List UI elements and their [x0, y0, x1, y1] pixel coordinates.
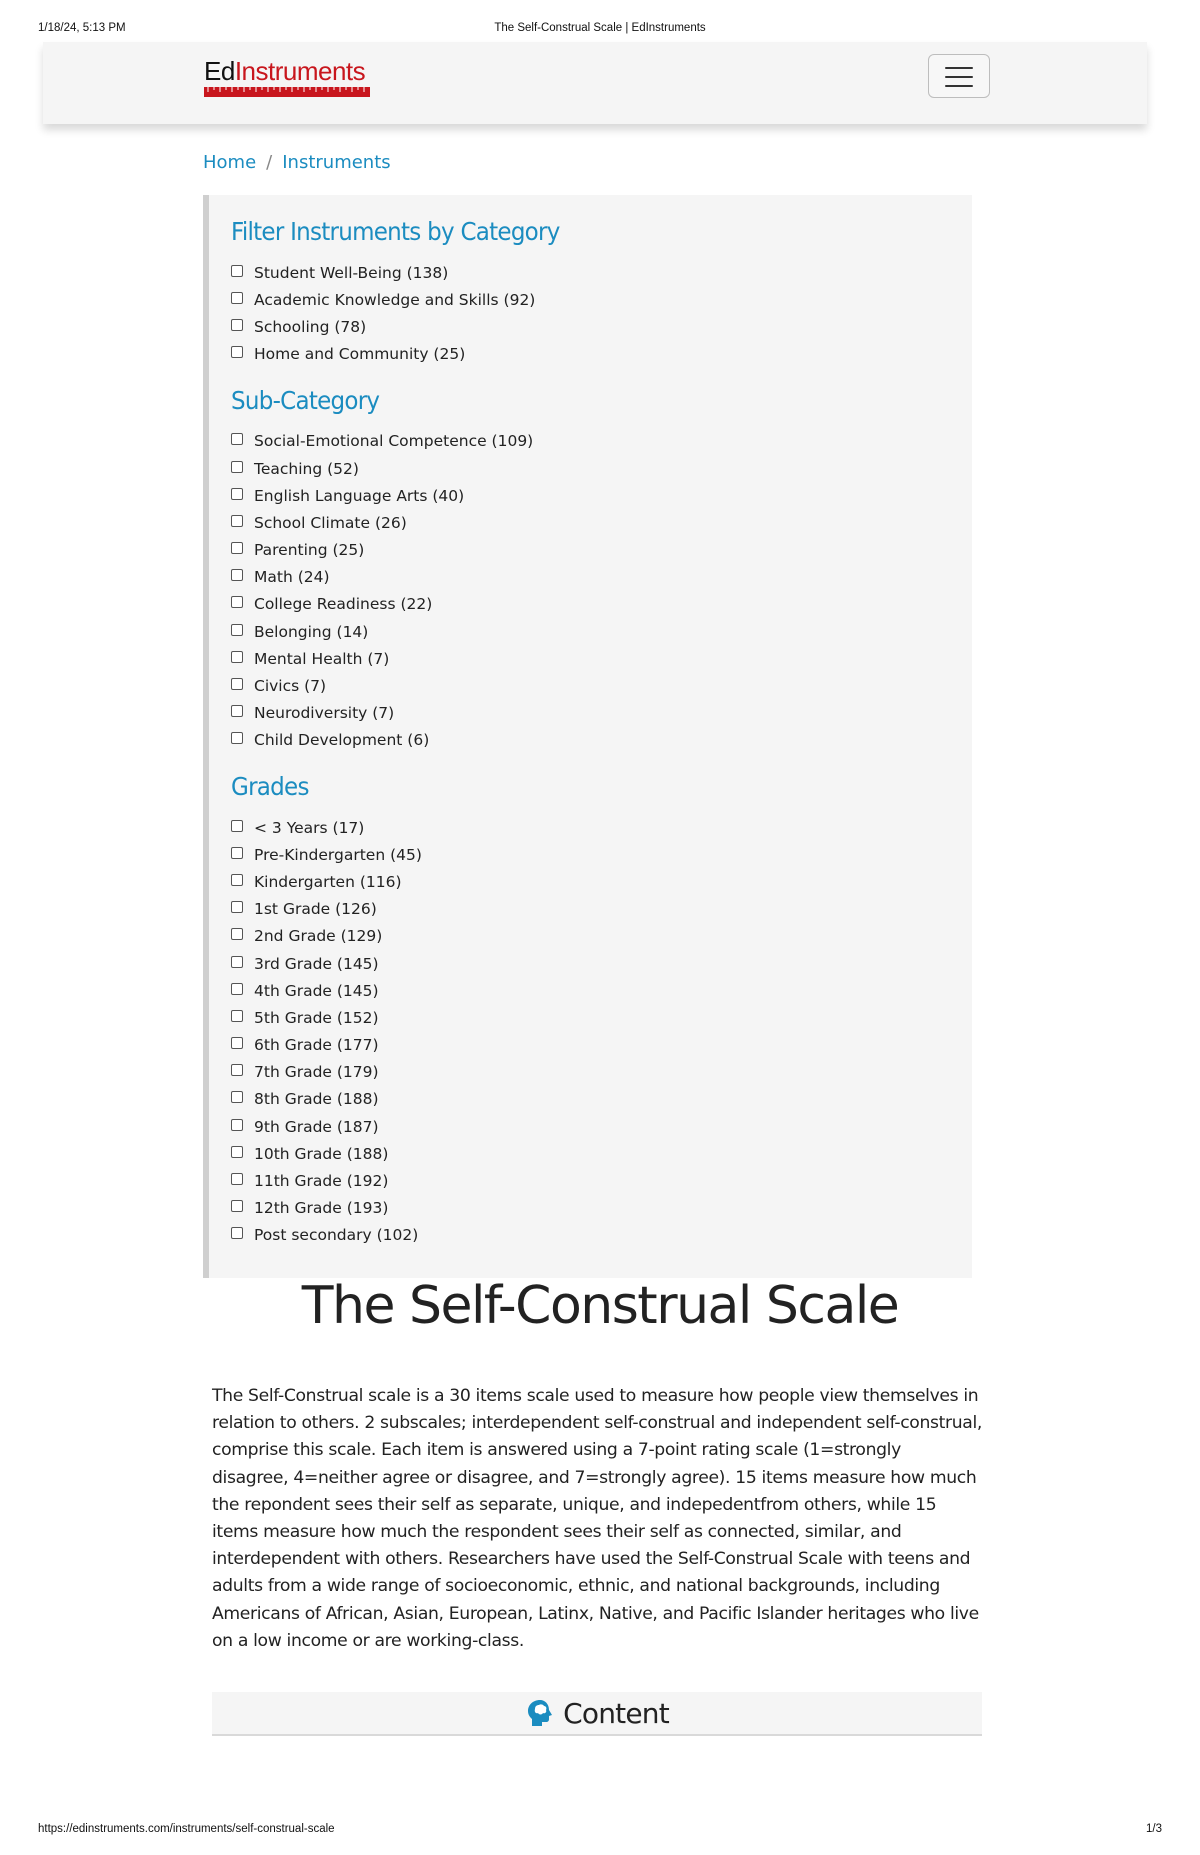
filter-option-label: Math (24): [254, 568, 330, 587]
print-datetime: 1/18/24, 5:13 PM: [38, 22, 126, 34]
checkbox-icon[interactable]: [231, 292, 243, 304]
navbar: [43, 42, 1147, 124]
checkbox-icon[interactable]: [231, 874, 243, 886]
breadcrumb-separator: /: [266, 152, 273, 173]
filter-option[interactable]: [231, 868, 972, 895]
subcategory-filter-heading: Sub-Category: [231, 385, 380, 415]
filter-option-label: Student Well-Being (138): [254, 263, 449, 282]
checkbox-icon[interactable]: [231, 346, 243, 358]
filter-option[interactable]: [231, 1140, 972, 1167]
filter-option[interactable]: [231, 645, 972, 672]
filter-option-label: Social-Emotional Competence (109): [254, 432, 534, 451]
checkbox-icon[interactable]: [231, 1200, 243, 1212]
filter-option-label: Kindergarten (116): [254, 872, 402, 891]
checkbox-icon[interactable]: [231, 569, 243, 581]
filter-option-label: Home and Community (25): [254, 345, 466, 364]
filter-option-label: Civics (7): [254, 677, 327, 696]
filter-option-label: Schooling (78): [254, 317, 367, 336]
print-url: https://edinstruments.com/instruments/self-construal-scale: [38, 1823, 335, 1835]
filter-option[interactable]: [231, 482, 972, 509]
filter-option-label: 4th Grade (145): [254, 981, 379, 1000]
filter-option[interactable]: [231, 1032, 972, 1059]
checkbox-icon[interactable]: [231, 1146, 243, 1158]
filter-option-label: 6th Grade (177): [254, 1036, 379, 1055]
breadcrumb-instruments-link[interactable]: Instruments: [282, 152, 391, 173]
filter-option-label: 3rd Grade (145): [254, 954, 379, 973]
checkbox-icon[interactable]: [231, 1064, 243, 1076]
checkbox-icon[interactable]: [231, 705, 243, 717]
checkbox-icon[interactable]: [231, 624, 243, 636]
checkbox-icon[interactable]: [231, 956, 243, 968]
filter-option-label: Post secondary (102): [254, 1226, 419, 1245]
filter-option[interactable]: [231, 700, 972, 727]
checkbox-icon[interactable]: [231, 983, 243, 995]
filter-option[interactable]: [231, 259, 972, 286]
filter-option-label: Mental Health (7): [254, 649, 390, 668]
checkbox-icon[interactable]: [231, 1227, 243, 1239]
checkbox-icon[interactable]: [231, 1119, 243, 1131]
checkbox-icon[interactable]: [231, 596, 243, 608]
filter-option[interactable]: [231, 841, 972, 868]
checkbox-icon[interactable]: [231, 928, 243, 940]
checkbox-icon[interactable]: [231, 488, 243, 500]
filter-option-label: 5th Grade (152): [254, 1008, 379, 1027]
filter-option[interactable]: [231, 896, 972, 923]
breadcrumb-home-link[interactable]: Home: [203, 152, 257, 173]
filter-option-label: Pre-Kindergarten (45): [254, 845, 422, 864]
filter-option-label: 11th Grade (192): [254, 1172, 389, 1191]
checkbox-icon[interactable]: [231, 461, 243, 473]
filter-option-label: Academic Knowledge and Skills (92): [254, 290, 536, 309]
filter-option[interactable]: [231, 1004, 972, 1031]
subcategory-filter-list: [231, 428, 972, 754]
menu-toggle-button[interactable]: [928, 54, 990, 98]
filter-option-label: 1st Grade (126): [254, 900, 377, 919]
filter-option[interactable]: [231, 618, 972, 645]
content-section-label: Content: [563, 1696, 669, 1730]
filter-option-label: School Climate (26): [254, 513, 407, 532]
logo-wordmark: EdInstruments: [204, 56, 366, 86]
filter-option[interactable]: [231, 672, 972, 699]
category-filter-heading: Filter Instruments by Category: [231, 217, 560, 246]
grades-filter-heading: Grades: [231, 772, 309, 801]
filter-option[interactable]: [231, 1195, 972, 1222]
filter-option-label: Teaching (52): [254, 459, 359, 478]
filter-option-label: Belonging (14): [254, 622, 369, 641]
filter-option[interactable]: [231, 591, 972, 618]
filter-option[interactable]: [231, 1113, 972, 1140]
checkbox-icon[interactable]: [231, 433, 243, 445]
checkbox-icon[interactable]: [231, 678, 243, 690]
checkbox-icon[interactable]: [231, 901, 243, 913]
filter-option[interactable]: [231, 286, 972, 313]
ruler-icon: [204, 87, 370, 97]
filter-option[interactable]: [231, 537, 972, 564]
filter-option-label: Child Development (6): [254, 731, 430, 750]
filter-option[interactable]: [231, 1059, 972, 1086]
checkbox-icon[interactable]: [231, 515, 243, 527]
filter-option[interactable]: [231, 428, 972, 455]
filter-option[interactable]: [231, 727, 972, 754]
filter-option[interactable]: [231, 313, 972, 340]
filter-option-label: 9th Grade (187): [254, 1117, 379, 1136]
filter-option[interactable]: [231, 564, 972, 591]
filter-option[interactable]: [231, 1222, 972, 1249]
site-logo[interactable]: [204, 56, 374, 97]
filter-option[interactable]: [231, 814, 972, 841]
hamburger-menu-icon: [945, 67, 973, 69]
checkbox-icon[interactable]: [231, 542, 243, 554]
checkbox-icon[interactable]: [231, 732, 243, 744]
checkbox-icon[interactable]: [231, 1091, 243, 1103]
filter-option-label: < 3 Years (17): [254, 818, 365, 837]
checkbox-icon[interactable]: [231, 1010, 243, 1022]
filter-option-label: 2nd Grade (129): [254, 927, 383, 946]
head-brain-icon: [525, 1698, 555, 1728]
checkbox-icon[interactable]: [231, 265, 243, 277]
filter-option[interactable]: [231, 950, 972, 977]
filter-option[interactable]: [231, 509, 972, 536]
page-title: The Self-Construal Scale: [301, 1276, 899, 1336]
content-section-toggle[interactable]: [212, 1692, 982, 1736]
instrument-description: The Self-Construal scale is a 30 items scale used to measure how people view themselves in relation to others. 2 subscales; interdependent self-construal and independent self-construal, comprise this scale. Each item is answered using a 7-point rating scale (1=strongly disagree, 4=neither agree or disagree, and 7=strongly agree). 15 items measure how much the repondent sees their self as separate, unique, and indepedentfrom others, while 15 items measure how much the respondent sees their self as connected, similar, and interdependent with others. Researchers have used the Self-Construal Scale with teens and adults from a wide range of socioeconomic, ethnic, and national backgrounds, including Americans of African, Asian, European, Latinx, Native, and Pacific Islander heritages who live on a low income or are working-class.: [212, 1386, 982, 1651]
category-filter-list: [231, 259, 972, 368]
filter-option-label: Neurodiversity (7): [254, 704, 395, 723]
checkbox-icon[interactable]: [231, 1037, 243, 1049]
filter-option-label: 12th Grade (193): [254, 1199, 389, 1218]
filter-option[interactable]: [231, 341, 972, 368]
filter-option-label: 8th Grade (188): [254, 1090, 379, 1109]
grades-filter-list: [231, 814, 972, 1249]
filter-option[interactable]: [231, 1167, 972, 1194]
filter-option-label: 10th Grade (188): [254, 1144, 389, 1163]
filter-option[interactable]: [231, 977, 972, 1004]
filter-option-label: Parenting (25): [254, 541, 365, 560]
filter-option-label: English Language Arts (40): [254, 486, 465, 505]
checkbox-icon[interactable]: [231, 1173, 243, 1185]
checkbox-icon[interactable]: [231, 820, 243, 832]
breadcrumb: [203, 152, 391, 173]
filter-option[interactable]: [231, 1086, 972, 1113]
filter-panel: [203, 195, 972, 1278]
checkbox-icon[interactable]: [231, 651, 243, 663]
filter-option-label: College Readiness (22): [254, 595, 433, 614]
filter-option[interactable]: [231, 923, 972, 950]
checkbox-icon[interactable]: [231, 847, 243, 859]
print-page-number: 1/3: [1146, 1823, 1162, 1835]
filter-option[interactable]: [231, 455, 972, 482]
filter-option-label: 7th Grade (179): [254, 1063, 379, 1082]
print-page-title: The Self-Construal Scale | EdInstruments: [494, 22, 706, 34]
checkbox-icon[interactable]: [231, 319, 243, 331]
